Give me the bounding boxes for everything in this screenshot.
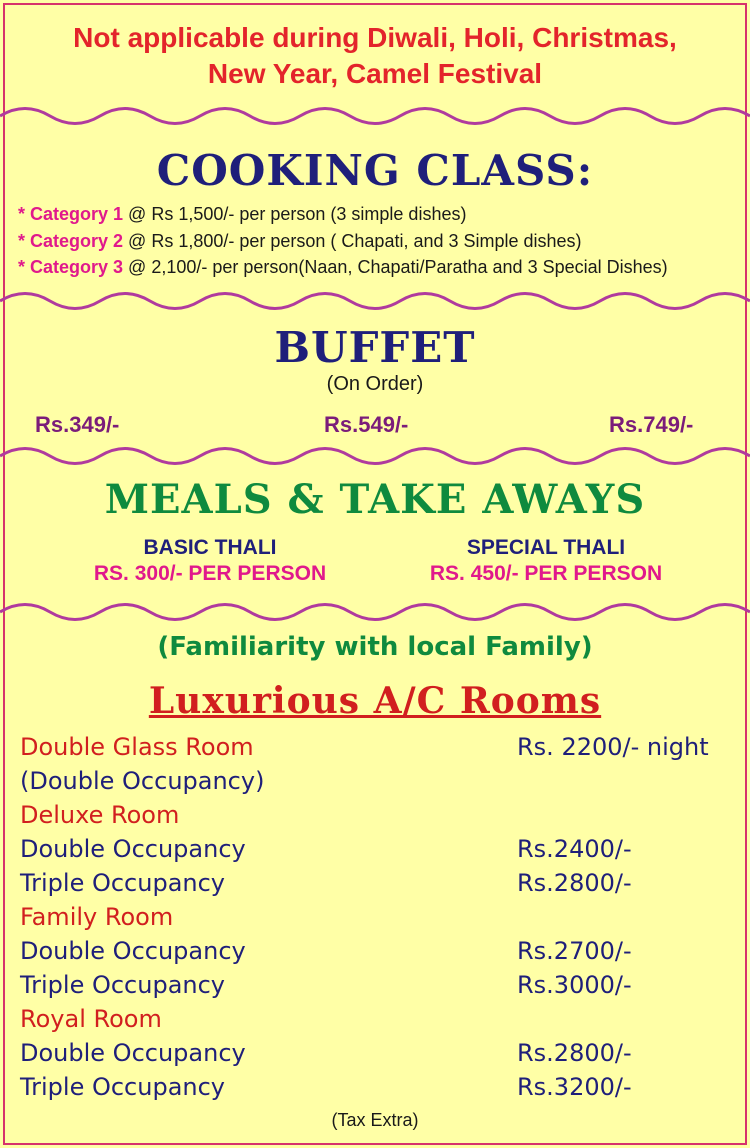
basic-thali-price: RS. 300/- PER PERSON <box>93 562 327 585</box>
special-thali <box>396 535 696 587</box>
room-row <box>20 764 740 798</box>
meals-takeaways-title: MEALS & TAKE AWAYS <box>104 476 646 523</box>
room-price: Rs.2800/- <box>517 869 632 897</box>
room-price: Rs. 2200/- night <box>517 733 709 761</box>
buffet-price-1: Rs.349/- <box>35 412 120 437</box>
room-label: Deluxe Room <box>20 801 180 829</box>
room-price: Rs.3000/- <box>517 971 632 999</box>
room-label: Family Room <box>20 903 174 931</box>
cooking-category-list <box>18 201 748 281</box>
tax-note: (Tax Extra) <box>331 1110 419 1130</box>
room-label: (Double Occupancy) <box>20 767 265 795</box>
basic-thali-name: BASIC THALI <box>143 536 277 559</box>
category-item <box>18 201 748 228</box>
room-row <box>20 1002 740 1036</box>
wave-divider-2 <box>0 281 750 321</box>
room-price: Rs.2400/- <box>517 835 632 863</box>
cooking-class-title: COOKING CLASS: <box>156 146 594 195</box>
room-label: Double Occupancy <box>20 1039 246 1067</box>
category-name: * Category 1 <box>18 204 124 224</box>
category-item <box>18 228 748 255</box>
buffet-price-3: Rs.749/- <box>609 412 694 437</box>
wave-divider-1 <box>0 96 750 136</box>
room-price: Rs.2700/- <box>517 937 632 965</box>
room-label: Double Glass Room <box>20 733 254 761</box>
notice-line-2: New Year, Camel Festival <box>207 58 543 89</box>
room-price: Rs.2800/- <box>517 1039 632 1067</box>
rooms-price-list <box>20 730 740 1104</box>
room-label: Double Occupancy <box>20 835 246 863</box>
room-label: Triple Occupancy <box>20 971 226 999</box>
room-label: Double Occupancy <box>20 937 246 965</box>
buffet-title: BUFFET <box>274 323 476 372</box>
category-detail: @ Rs 1,800/- per person ( Chapati, and 3 Simple dishes) <box>123 230 582 251</box>
notice-line-1: Not applicable during Diwali, Holi, Christmas, <box>73 22 677 53</box>
buffet-price-2: Rs.549/- <box>324 412 409 437</box>
room-row <box>20 934 740 968</box>
category-detail: @ 2,100/- per person(Naan, Chapati/Paratha and 3 Special Dishes) <box>123 257 668 277</box>
basic-thali <box>60 535 360 587</box>
special-thali-price: RS. 450/- PER PERSON <box>429 562 663 585</box>
wave-divider-3 <box>0 436 750 476</box>
room-row <box>20 730 740 764</box>
room-row <box>20 1070 740 1104</box>
room-row <box>20 866 740 900</box>
special-thali-name: SPECIAL THALI <box>466 536 626 559</box>
room-row <box>20 968 740 1002</box>
category-name: * Category 3 <box>18 257 124 277</box>
room-row <box>20 798 740 832</box>
room-row <box>20 832 740 866</box>
buffet-subtitle: (On Order) <box>326 373 424 395</box>
category-item <box>18 254 748 281</box>
family-familiarity-text: (Familiarity with local Family) <box>157 632 593 662</box>
category-detail: @ Rs 1,500/- per person (3 simple dishes) <box>123 204 467 224</box>
room-label: Triple Occupancy <box>20 869 226 897</box>
category-name: * Category 2 <box>18 230 124 251</box>
room-price: Rs.3200/- <box>517 1073 632 1101</box>
rooms-title: Luxurious A/C Rooms <box>148 680 602 722</box>
room-label: Triple Occupancy <box>20 1073 226 1101</box>
festival-notice <box>0 20 750 92</box>
wave-divider-4 <box>0 592 750 632</box>
room-row <box>20 1036 740 1070</box>
room-label: Royal Room <box>20 1005 162 1033</box>
room-row <box>20 900 740 934</box>
